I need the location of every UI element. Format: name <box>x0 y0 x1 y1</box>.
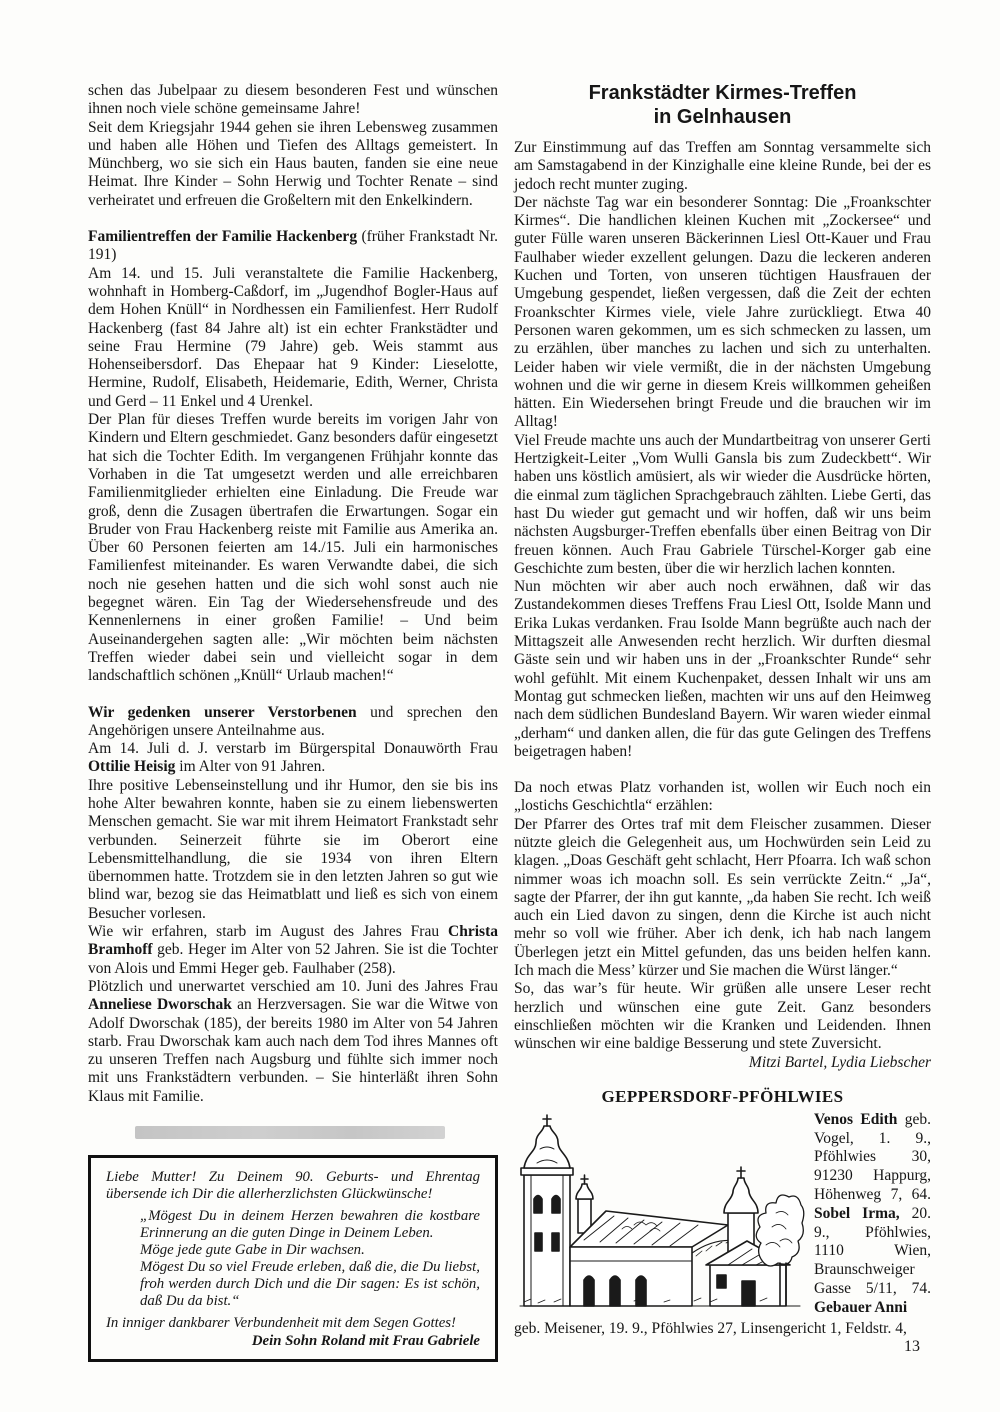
paragraph: Wie wir erfahren, starb im August des Jahres Frau Christa Bramhoff geb. Heger im Alter von 52 Jahren. Sie ist die Tochter von Alois und Emmi Heger geb. Faulhaber (258). <box>88 923 498 977</box>
decorative-grey-bar <box>135 1126 445 1139</box>
paragraph: Der Plan für dieses Treffen wurde bereits im vorigen Jahr von Kindern und Eltern geschmiedet. Ganz besonders dafür eingesetzt hat sich die Tochter Edith. Im vergangenen Frühjahr konnte das Vorhaben in die Tat umgesetzt werden und alle erreichbaren Familienmitglieder erhielten eine Einladung. Die Freude war groß, denn die Zusagen übertrafen die Erwartungen. Sogar ein Bruder von Frau Hackenberg reiste mit Familie aus Amerika an. Über 60 Personen feierten am 14./15. Juli ein harmonisches Familienfest miteinander. Es waren Verwandte dabei, die sich noch nie gesehen hatten und die sich wohl sonst auch nie begegnet wären. Ein Tag der Wiedersehensfreude und des Kennenlernens in einer großen Familie! – Und beim Auseinandergehen sagten alle: „Wir möchten beim nächsten Treffen wieder dabei sein und vielleicht sogar in dem landschaftlich schönen „Knüll“ Urlaub machen!“ <box>88 411 498 685</box>
paragraph: Zur Einstimmung auf das Treffen am Sonntag versammelte sich am Samstagabend in der Kinzighalle eine kleine Runde, bei der es jedoch recht munter zuging. <box>514 139 931 193</box>
greeting-intro: Liebe Mutter! Zu Deinem 90. Geburts- und Ehrentag übersende ich Dir die allerherzlichsten Glückwünsche! <box>106 1169 480 1203</box>
greeting-closing: In inniger dankbarer Verbundenheit mit dem Segen Gottes! <box>106 1315 456 1332</box>
greeting-signature: Dein Sohn Roland mit Frau Gabriele <box>251 1333 480 1350</box>
geppersdorf-section <box>514 1111 931 1338</box>
left-column <box>88 82 498 1362</box>
church-village-illustration <box>514 1113 806 1311</box>
geppersdorf-heading: GEPPERSDORF-PFÖHLWIES <box>601 1086 844 1106</box>
article-title-line1: Frankstädter Kirmes-Treffen <box>588 82 857 104</box>
kirmes-article-part1 <box>514 139 931 761</box>
authors-signature: Mitzi Bartel, Lydia Liebscher <box>748 1053 931 1071</box>
paragraph: Am 14. Juli d. J. verstarb im Bürgerspital Donauwörth Frau Ottilie Heisig im Alter von 91 Jahren. <box>88 740 498 776</box>
obituary-section <box>88 704 498 1107</box>
family-reunion-section <box>88 228 498 685</box>
intro-continuation <box>88 82 498 210</box>
paragraph: schen das Jubelpaar zu diesem besonderen Fest und wünschen ihnen noch viele schöne gemeinsame Jahre! <box>88 82 498 118</box>
paragraph: Plötzlich und unerwartet verschied am 10. Juni des Jahres Frau Anneliese Dworschak an Herzversagen. Sie war die Witwe von Adolf Dworschak (185), der bereits 1980 im Alter von 54 Jahren starb. Frau Dworschak kam auch nach dem Tod ihres Mannes oft zu unseren Treffen nach Augsburg und fühlte sich immer noch mit uns Frankstädtern verbunden. – Sie hinterläßt ihren Sohn Klaus mit Familie. <box>88 977 498 1105</box>
birthday-greeting-box <box>88 1155 498 1362</box>
paragraph: Familientreffen der Familie Hackenberg (früher Frankstadt Nr. 191) <box>88 228 499 264</box>
paragraph: Wir gedenken unserer Verstorbenen und sprechen den Angehörigen unsere Anteilnahme aus. <box>88 703 499 739</box>
section-gap <box>88 210 498 228</box>
article-title-line2: in Gelnhausen <box>653 105 792 128</box>
paragraph: Ihre positive Lebenseinstellung und ihr Humor, den sie bis ins hohe Alter bewahren konnte, haben sie zu einem liebenswerten Menschen gemacht. Sie war mit ihrem Heimatort Frankstadt sehr verbunden. Seinerzeit führte sie im Oberort eine Lebensmittelhandlung, die sie 1934 von ihren Eltern übernommen hatte. Trotzdem sie in den letzten Jahren so gut wie blind war, bezog sie das Heimatblatt und ließ es sich von einem Besucher vorlesen. <box>88 776 498 922</box>
paragraph: So, das war’s für heute. Wir grüßen alle unsere Leser recht herzlich und wünschen eine gute Zeit. Ganz besonders einschließen möchten wir die Kranken und Leidenden. Ihnen wünschen wir eine baldige Besserung und stete Zuversicht. <box>514 980 931 1053</box>
paragraph: Seit dem Kriegsjahr 1944 gehen sie ihren Lebensweg zusammen und haben alle Höhen und Tiefen des Alltags gemeistert. In Münchberg, wo sie sich ein Haus bauten, fanden sie eine neue Heimat. Ihre Kinder – Sohn Herwig und Tochter Renate – sind verheiratet und erfreuen die Großeltern mit den Enkelkindern. <box>88 118 498 209</box>
paragraph: Viel Freude machte uns auch der Mundartbeitrag von unserer Gerti Hertzigkeit-Leiter „Vom Wulli Gansla bis zum Zudeckbett“. Wir haben uns köstlich amüsiert, als wir wieder die Ausdrücke hörten, die einmal zum täglichen Sprachgebrauch zählten. Liebe Gerti, das hast Du wieder gut gemacht und wir hoffen, daß wir uns beim nächsten Augsburger-Treffen ebenfalls über einen Beitrag von Dir freuen können. Auch Frau Gabriele Türschel-Korger gab eine Geschichte zum besten, über die wir herzlich lachen konnten. <box>514 431 931 577</box>
paragraph: Der Pfarrer des Ortes traf mit dem Fleischer zusammen. Dieser nützte gleich die Gelegenheit aus, um Hochwürden sein Leid zu klagen. „Doas Geschäft geht schlacht, Herr Pfoarra. Ich waß schon nimmer woas ich moachn soll. Es sein verrückte Zeitn.“ „Ja“, sagte der Pfarrer, der ihn gut kannte, „da haben Sie recht. Ich weiß auch ein Lied davon zu singen, denn die Kirche ist auch nicht mehr so voll wie früher. Aber ich denk, ich hab nach langem Überlegen jetzt ein Mittel gefunden, das uns beiden helfen kann. Ich mach die Mess’ kürzer und Sie machen die Würst länger.“ <box>514 815 931 980</box>
page-number: 13 <box>904 1338 920 1355</box>
section-gap <box>514 761 931 779</box>
kirmes-article-part2 <box>514 779 931 1053</box>
article-title <box>514 82 931 129</box>
paragraph: „Mögest Du in deinem Herzen bewahren die kostbare Erinnerung an die guten Dinge in Deinem Leben. <box>140 1208 480 1242</box>
paragraph: Mögest Du so viel Freude erleben, daß die, die Du liebst, froh werden durch Dich und die Dir sagen: Es ist schön, daß Du da bist.“ <box>140 1259 480 1310</box>
paragraph: Am 14. und 15. Juli veranstaltete die Familie Hackenberg, wohnhaft in Homberg-Caßdorf, im „Jugendhof Bogler-Haus auf dem Hohen Knüll“ in Nordhessen ein Familienfest. Herr Rudolf Hackenberg (fast 84 Jahre alt) ist ein echter Frankstädter und seine Frau Hermine (79 Jahre) geb. Weis stammt aus Hohenseibersdorf. Das Ehepaar hat 9 Kinder: Lieselotte, Hermine, Rudolf, Elisabeth, Heidemarie, Edith, Werner, Christa und Gerd – 11 Enkel und 4 Urenkel. <box>88 264 498 410</box>
right-column <box>514 82 931 1338</box>
paragraph: Nun möchten wir aber auch noch erwähnen, daß wir das Zustandekommen dieses Treffens Frau Liesl Ott, Isolde Mann und Erika Lukas verdanken. Frau Isolde Mann begrüßte auch nach der Mittagszeit alle Anwesenden recht herzlich. Wir durften diesmal Gäste sein und wir haben uns in der „Froankschter Runde“ sehr wohl gefühlt. Mit einem Kuchenpaket, dessen Inhalt wir uns am Montag gut schmecken ließen, machten wir uns auf den Heimweg nach dem südlichen Bundesland Bayern. Wir waren wieder einmal „derham“ und danken allen, die für das gute Gelingen des Treffens beigetragen haben! <box>514 578 931 760</box>
section-gap <box>88 686 498 704</box>
paragraph: Da noch etwas Platz vorhanden ist, wollen wir Euch noch ein „lostichs Geschichtla“ erzählen: <box>514 779 931 815</box>
paragraph: Möge jede gute Gabe in Dir wachsen. <box>140 1242 365 1259</box>
greeting-quote <box>140 1208 480 1310</box>
geppersdorf-entries: Venos Edith geb. Vogel, 1. 9., Pföhlwies 30, 91230 Happurg, Höhenweg 7, 64. Sobel Irma, 20. 9., Pföhlwies, 1110 Wien, Braunschweiger Gasse 5/11, 74. Gebauer Anni <box>814 1110 931 1316</box>
paragraph: Der nächste Tag war ein besonderer Sonntag: Die „Froankschter Kirmes“. Die handlichen kleinen Kuchen mit „Zockersee“ und guter Fülle waren unseren Bäckerinnen Liesl Ott-Kauer und Frau Faulhaber wieder exzellent gelungen. Dazu die leckeren anderen Kuchen und Torten, von unseren tüchtigen Hausfrauen der Umgebung gespendet, ließen vergessen, daß die Zeit der echten Froankschter Kirmes viele, viele Jahre zurückliegt. Etwa 40 Personen waren gekommen, um es sich schmecken zu lassen, um zu erzählen, über manches zu lachen und sich zu unterhalten. Leider haben wir viele vermißt, die in der nächsten Umgebung wohnen und die wir gerne in diesem Kreis willkommen geheißen hätten. Ein Wiedersehen bringt Freude und die brauchen wir im Alltag! <box>514 193 931 431</box>
geppersdorf-entries-continued: geb. Meisener, 19. 9., Pföhlwies 27, Linsengericht 1, Feldstr. 4, <box>514 1319 907 1337</box>
